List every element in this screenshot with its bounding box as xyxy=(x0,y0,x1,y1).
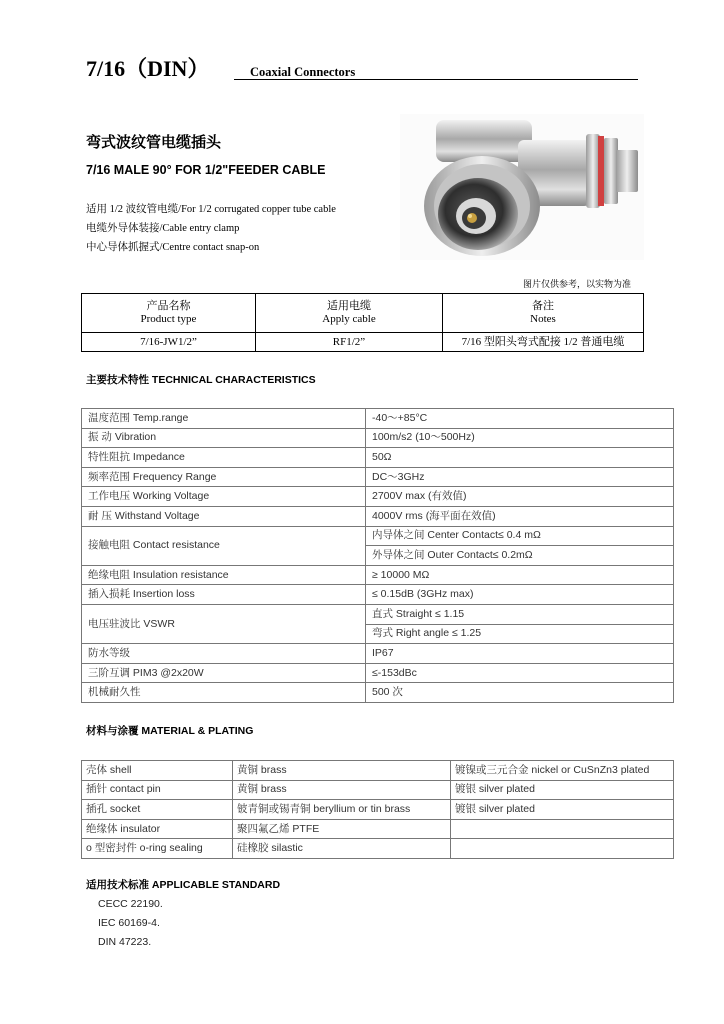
spec-label: 特性阻抗 Impedance xyxy=(82,448,366,468)
standard-item: CECC 22190. xyxy=(98,898,163,910)
table-row xyxy=(82,467,674,487)
part-cell: 插孔 socket xyxy=(82,800,233,820)
spec-value: 外导体之间 Outer Contact≤ 0.2mΩ xyxy=(366,546,674,566)
table-row xyxy=(82,683,674,703)
spec-value: 直式 Straight ≤ 1.15 xyxy=(366,604,674,624)
plating-cell xyxy=(451,839,674,859)
part-cell: 绝缘体 insulator xyxy=(82,819,233,839)
photo-note: 图片仅供参考，以实物为准 xyxy=(522,279,631,289)
material-table xyxy=(81,760,674,859)
connector-photo xyxy=(400,114,644,260)
table-row xyxy=(82,585,674,605)
header-cn: 备注 xyxy=(532,300,554,312)
part-cell: 插针 contact pin xyxy=(82,780,233,800)
plating-cell: 镀银 silver plated xyxy=(451,780,674,800)
section-title-technical: 主要技术特性 TECHNICAL CHARACTERISTICS xyxy=(86,374,316,386)
spec-label: 频率范围 Frequency Range xyxy=(82,467,366,487)
header-en: Product type xyxy=(140,313,197,325)
table-row xyxy=(82,506,674,526)
feature-item: 适用 1/2 波纹管电缆/For 1/2 corrugated copper tube cable xyxy=(86,204,336,215)
spec-label: 振 动 Vibration xyxy=(82,428,366,448)
table-header-row xyxy=(82,294,644,333)
table-row xyxy=(82,819,674,839)
material-cell: 黄铜 brass xyxy=(233,761,451,781)
standard-item: IEC 60169-4. xyxy=(98,917,160,929)
plating-cell: 镀银 silver plated xyxy=(451,800,674,820)
spec-value: DC～3GHz xyxy=(366,467,674,487)
spec-label: 接触电阻 Contact resistance xyxy=(82,526,366,565)
product-name-cn: 弯式波纹管电缆插头 xyxy=(86,134,222,151)
header-cn: 产品名称 xyxy=(146,300,191,312)
table-row xyxy=(82,428,674,448)
spec-value: IP67 xyxy=(366,644,674,664)
table-row xyxy=(82,800,674,820)
spec-value: 弯式 Right angle ≤ 1.25 xyxy=(366,624,674,644)
table-row xyxy=(82,487,674,507)
table-row xyxy=(82,780,674,800)
spec-label: 工作电压 Working Voltage xyxy=(82,487,366,507)
table-row xyxy=(82,839,674,859)
material-cell: 硅橡胶 silastic xyxy=(233,839,451,859)
table-cell: RF1/2” xyxy=(256,333,443,352)
spec-label: 三阶互调 PIM3 @2x20W xyxy=(82,663,366,683)
spec-value: 2700V max (有效值) xyxy=(366,487,674,507)
spec-label: 电压驻波比 VSWR xyxy=(82,604,366,643)
spec-label: 防水等级 xyxy=(82,644,366,664)
table-row xyxy=(82,644,674,664)
header-en: Notes xyxy=(530,313,556,325)
spec-value: -40～+85°C xyxy=(366,409,674,429)
spec-label: 绝缘电阻 Insulation resistance xyxy=(82,565,366,585)
table-header-cell xyxy=(256,294,443,333)
technical-table xyxy=(81,408,674,703)
connector-icon xyxy=(400,114,644,260)
feature-item: 中心导体抓握式/Centre contact snap-on xyxy=(86,242,260,253)
section-title-material: 材料与涂覆 MATERIAL & PLATING xyxy=(86,725,254,737)
spec-value: 内导体之间 Center Contact≤ 0.4 mΩ xyxy=(366,526,674,546)
table-cell: 7/16 型阳头弯式配接 1/2 普通电缆 xyxy=(443,333,644,352)
spec-label: 机械耐久性 xyxy=(82,683,366,703)
table-row xyxy=(82,565,674,585)
table-cell: 7/16-JW1/2” xyxy=(82,333,256,352)
document-header xyxy=(86,56,638,82)
standard-item: DIN 47223. xyxy=(98,936,152,948)
spec-value: ≤-153dBc xyxy=(366,663,674,683)
table-row xyxy=(82,663,674,683)
page-title: 7/16（DIN） xyxy=(86,56,210,81)
table-row xyxy=(82,409,674,429)
header-rule xyxy=(234,79,638,80)
material-cell: 黄铜 brass xyxy=(233,780,451,800)
part-cell: o 型密封件 o-ring sealing xyxy=(82,839,233,859)
spec-label: 插入损耗 Insertion loss xyxy=(82,585,366,605)
plating-cell xyxy=(451,819,674,839)
material-cell: 聚四氟乙烯 PTFE xyxy=(233,819,451,839)
table-header-cell xyxy=(82,294,256,333)
table-row xyxy=(82,448,674,468)
table-row xyxy=(82,526,674,546)
spec-value: 50Ω xyxy=(366,448,674,468)
feature-item: 电缆外导体装接/Cable entry clamp xyxy=(86,223,240,234)
spec-value: 100m/s2 (10～500Hz) xyxy=(366,428,674,448)
part-cell: 壳体 shell xyxy=(82,761,233,781)
spec-value: 4000V rms (海平面在效值) xyxy=(366,506,674,526)
spec-value: ≤ 0.15dB (3GHz max) xyxy=(366,585,674,605)
header-en: Apply cable xyxy=(322,313,376,325)
table-header-cell xyxy=(443,294,644,333)
material-cell: 铍青铜或锡青铜 beryllium or tin brass xyxy=(233,800,451,820)
table-row xyxy=(82,333,644,352)
product-table xyxy=(81,293,644,352)
spec-value: 500 次 xyxy=(366,683,674,703)
plating-cell: 镀镍或三元合金 nickel or CuSnZn3 plated xyxy=(451,761,674,781)
spec-label: 耐 压 Withstand Voltage xyxy=(82,506,366,526)
product-name-en: 7/16 MALE 90° FOR 1/2"FEEDER CABLE xyxy=(86,163,326,177)
table-row xyxy=(82,604,674,624)
page-subtitle: Coaxial Connectors xyxy=(250,65,356,79)
spec-label: 温度范围 Temp.range xyxy=(82,409,366,429)
table-row xyxy=(82,761,674,781)
spec-value: ≥ 10000 MΩ xyxy=(366,565,674,585)
header-cn: 适用电缆 xyxy=(327,300,371,312)
section-title-standard: 适用技术标准 APPLICABLE STANDARD xyxy=(86,879,281,891)
